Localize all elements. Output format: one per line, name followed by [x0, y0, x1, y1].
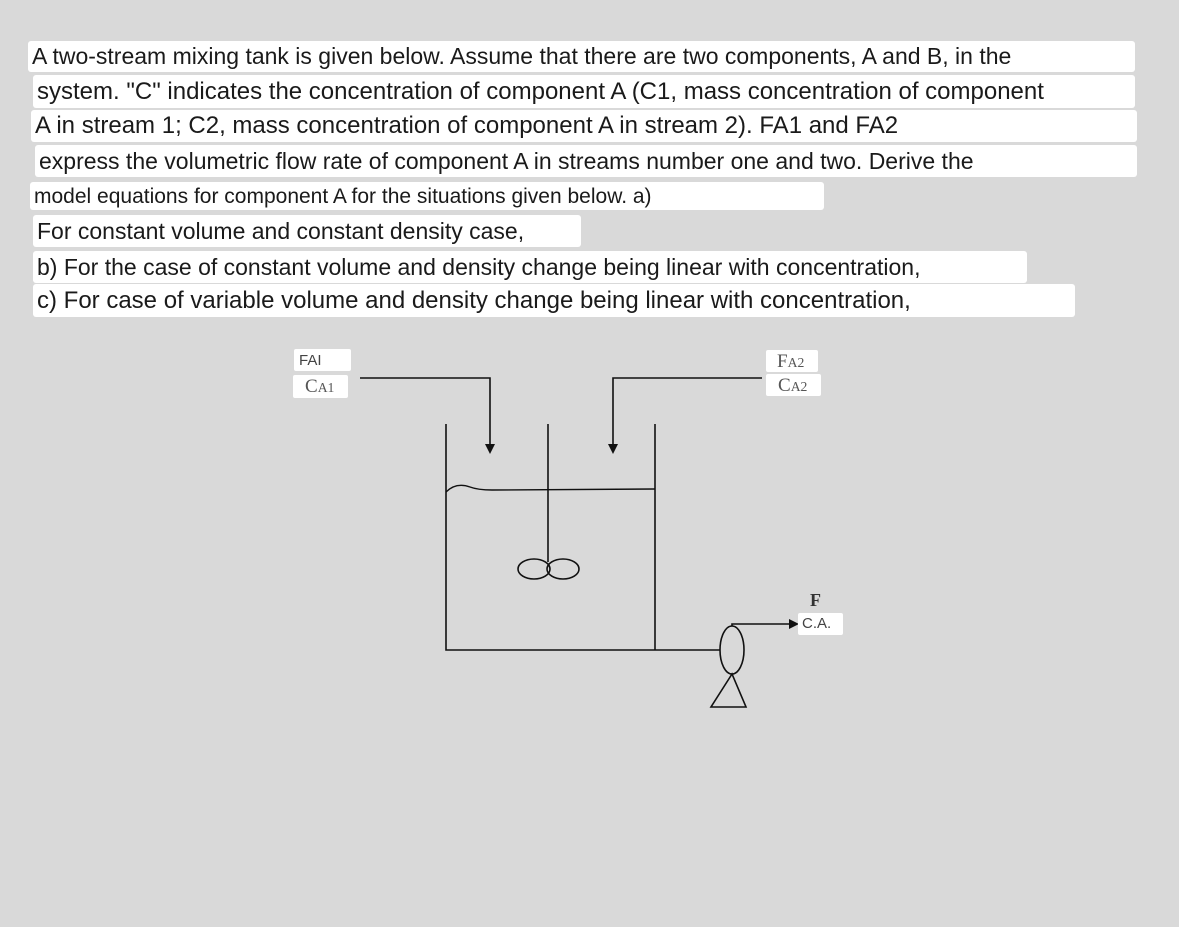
impeller-blade-left — [518, 559, 550, 579]
problem-line-5: model equations for component A for the situations given below. a) — [30, 182, 824, 210]
inlet1-flow-label: FAI — [294, 349, 351, 371]
outlet-flow-label: F — [810, 590, 821, 610]
problem-line-6: For constant volume and constant density case, — [33, 215, 581, 247]
tank-wall — [446, 424, 720, 650]
inlet2-flow-main: F — [777, 351, 788, 372]
problem-line-8: c) For case of variable volume and density change being linear with concentration, — [33, 284, 1075, 317]
problem-line-7: b) For the case of constant volume and density change being linear with concentration, — [33, 251, 1027, 283]
inlet2-flow-label — [766, 350, 818, 372]
inlet1-conc-label — [293, 375, 348, 398]
outlet-pipe — [732, 624, 797, 626]
impeller-blade-right — [547, 559, 579, 579]
inlet1-conc-main: C — [305, 376, 318, 397]
inlet-pipe-2 — [613, 378, 762, 452]
inlet2-conc-sub: A2 — [790, 379, 808, 394]
inlet-pipe-1 — [360, 378, 490, 452]
pump-stand — [711, 674, 746, 707]
inlet2-conc-main: C — [778, 375, 791, 396]
inlet2-flow-sub: A2 — [787, 355, 805, 370]
liquid-level — [446, 485, 655, 492]
problem-line-1: A two-stream mixing tank is given below. Assume that there are two components, A and B, in the — [28, 41, 1135, 72]
problem-line-2: system. "C" indicates the concentration of component A (C1, mass concentration of component — [33, 75, 1135, 108]
problem-line-3: A in stream 1; C2, mass concentration of component A in stream 2). FA1 and FA2 — [31, 110, 1137, 142]
inlet2-conc-label — [766, 374, 821, 396]
inlet1-conc-sub: A1 — [317, 380, 335, 395]
outlet-conc-label: C.A. — [798, 613, 843, 635]
problem-line-4: express the volumetric flow rate of component A in streams number one and two. Derive the — [35, 145, 1137, 177]
pump-body — [720, 626, 744, 674]
